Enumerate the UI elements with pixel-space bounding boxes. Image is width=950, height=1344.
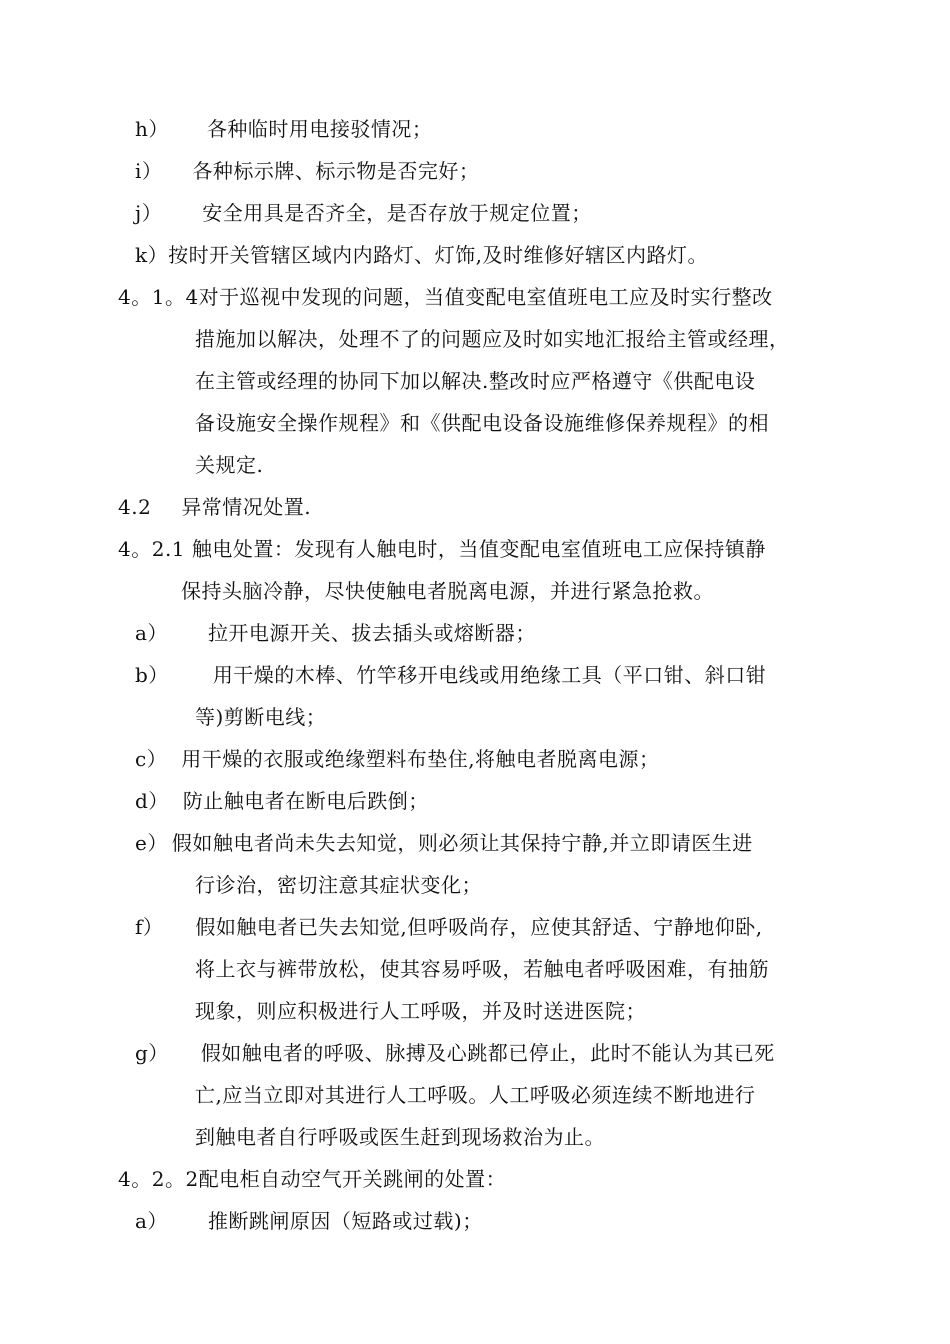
list-item-g [135,1038,775,1068]
list-text: 用干燥的木棒、竹竿移开电线或用绝缘工具（平口钳、斜口钳 [212,663,767,687]
list-item-f-continuation-2: 现象，则应积极进行人工呼吸，并及时送进医院； [195,999,646,1023]
list-item-c [135,744,660,774]
list-marker: g） [135,1041,169,1065]
list-item-g-continuation-1: 亡,应当立即对其进行人工呼吸。人工呼吸必须连续不断地进行 [195,1083,756,1107]
section-4-1-4-line-1: 4。1。4对于巡视中发现的问题，当值变配电室值班电工应及时实行整改 [118,285,773,309]
list-marker: h） [135,117,169,141]
section-4-2-1-line-1: 4。2.1 触电处置：发现有人触电时，当值变配电室值班电工应保持镇静 [118,537,766,561]
list-marker: e） [135,831,168,855]
list-item-a-2 [135,1206,483,1236]
list-text: 用干燥的衣服或绝缘塑料布垫住,将触电者脱离电源； [181,747,660,771]
section-4-1-4-line-2: 措施加以解决，处理不了的问题应及时如实地汇报给主管或经理， [195,327,790,351]
section-4-1-4-line-4: 备设施安全操作规程》和《供配电设备设施维修保养规程》的相 [195,411,769,435]
list-text: 安全用具是否齐全，是否存放于规定位置； [202,201,592,225]
section-title: 异常情况处置. [181,495,312,519]
list-item-k: k）按时开关管辖区域内内路灯、灯饰,及时维修好辖区内路灯。 [135,243,708,267]
list-text: 防止触电者在断电后跌倒； [182,789,429,813]
list-marker: a） [135,1209,168,1233]
list-item-f-continuation-1: 将上衣与裤带放松，使其容易呼吸，若触电者呼吸困难，有抽筋 [195,957,769,981]
list-item-a [135,618,536,648]
list-item-f [135,912,763,942]
list-item-h [135,114,432,144]
list-text: 假如触电者的呼吸、脉搏及心跳都已停止，此时不能认为其已死 [200,1041,775,1065]
list-item-e-continuation: 行诊治，密切注意其症状变化； [195,873,482,897]
list-text: 推断跳闸原因（短路或过载)； [207,1209,483,1233]
list-text: 假如触电者尚未失去知觉，则必须让其保持宁静,并立即请医生进 [171,831,753,855]
list-marker: c） [135,747,168,771]
section-4-2-heading [118,492,311,522]
list-marker: d） [135,789,169,813]
list-marker: b） [135,663,169,687]
list-text: 各种临时用电接驳情况； [206,117,433,141]
list-text: 各种标示牌、标示物是否完好； [192,159,480,183]
list-marker: i） [135,159,163,183]
list-item-g-continuation-2: 到触电者自行呼吸或医生赶到现场救治为止。 [195,1125,605,1149]
list-marker: f） [135,915,164,939]
section-4-2-2-heading: 4。2。2配电柜自动空气开关跳闸的处置： [118,1167,507,1191]
list-marker: a） [135,621,168,645]
section-number: 4.2 [118,495,152,519]
list-item-b [135,660,766,690]
list-text: 假如触电者已失去知觉,但呼吸尚存，应使其舒适、宁静地仰卧, [195,915,763,939]
section-4-1-4-line-3: 在主管或经理的协同下加以解决.整改时应严格遵守《供配电设 [195,369,756,393]
section-4-1-4-line-5: 关规定. [195,453,264,477]
list-item-e [135,828,753,858]
section-4-2-1-line-2: 保持头脑冷静，尽快使触电者脱离电源，并进行紧急抢救。 [181,579,714,603]
list-marker: j） [135,201,163,225]
list-text: 拉开电源开关、拔去插头或熔断器； [207,621,536,645]
list-item-i [135,156,479,186]
list-item-d [135,786,429,816]
list-item-j [135,198,592,228]
list-item-b-continuation: 等)剪断电线； [195,705,327,729]
